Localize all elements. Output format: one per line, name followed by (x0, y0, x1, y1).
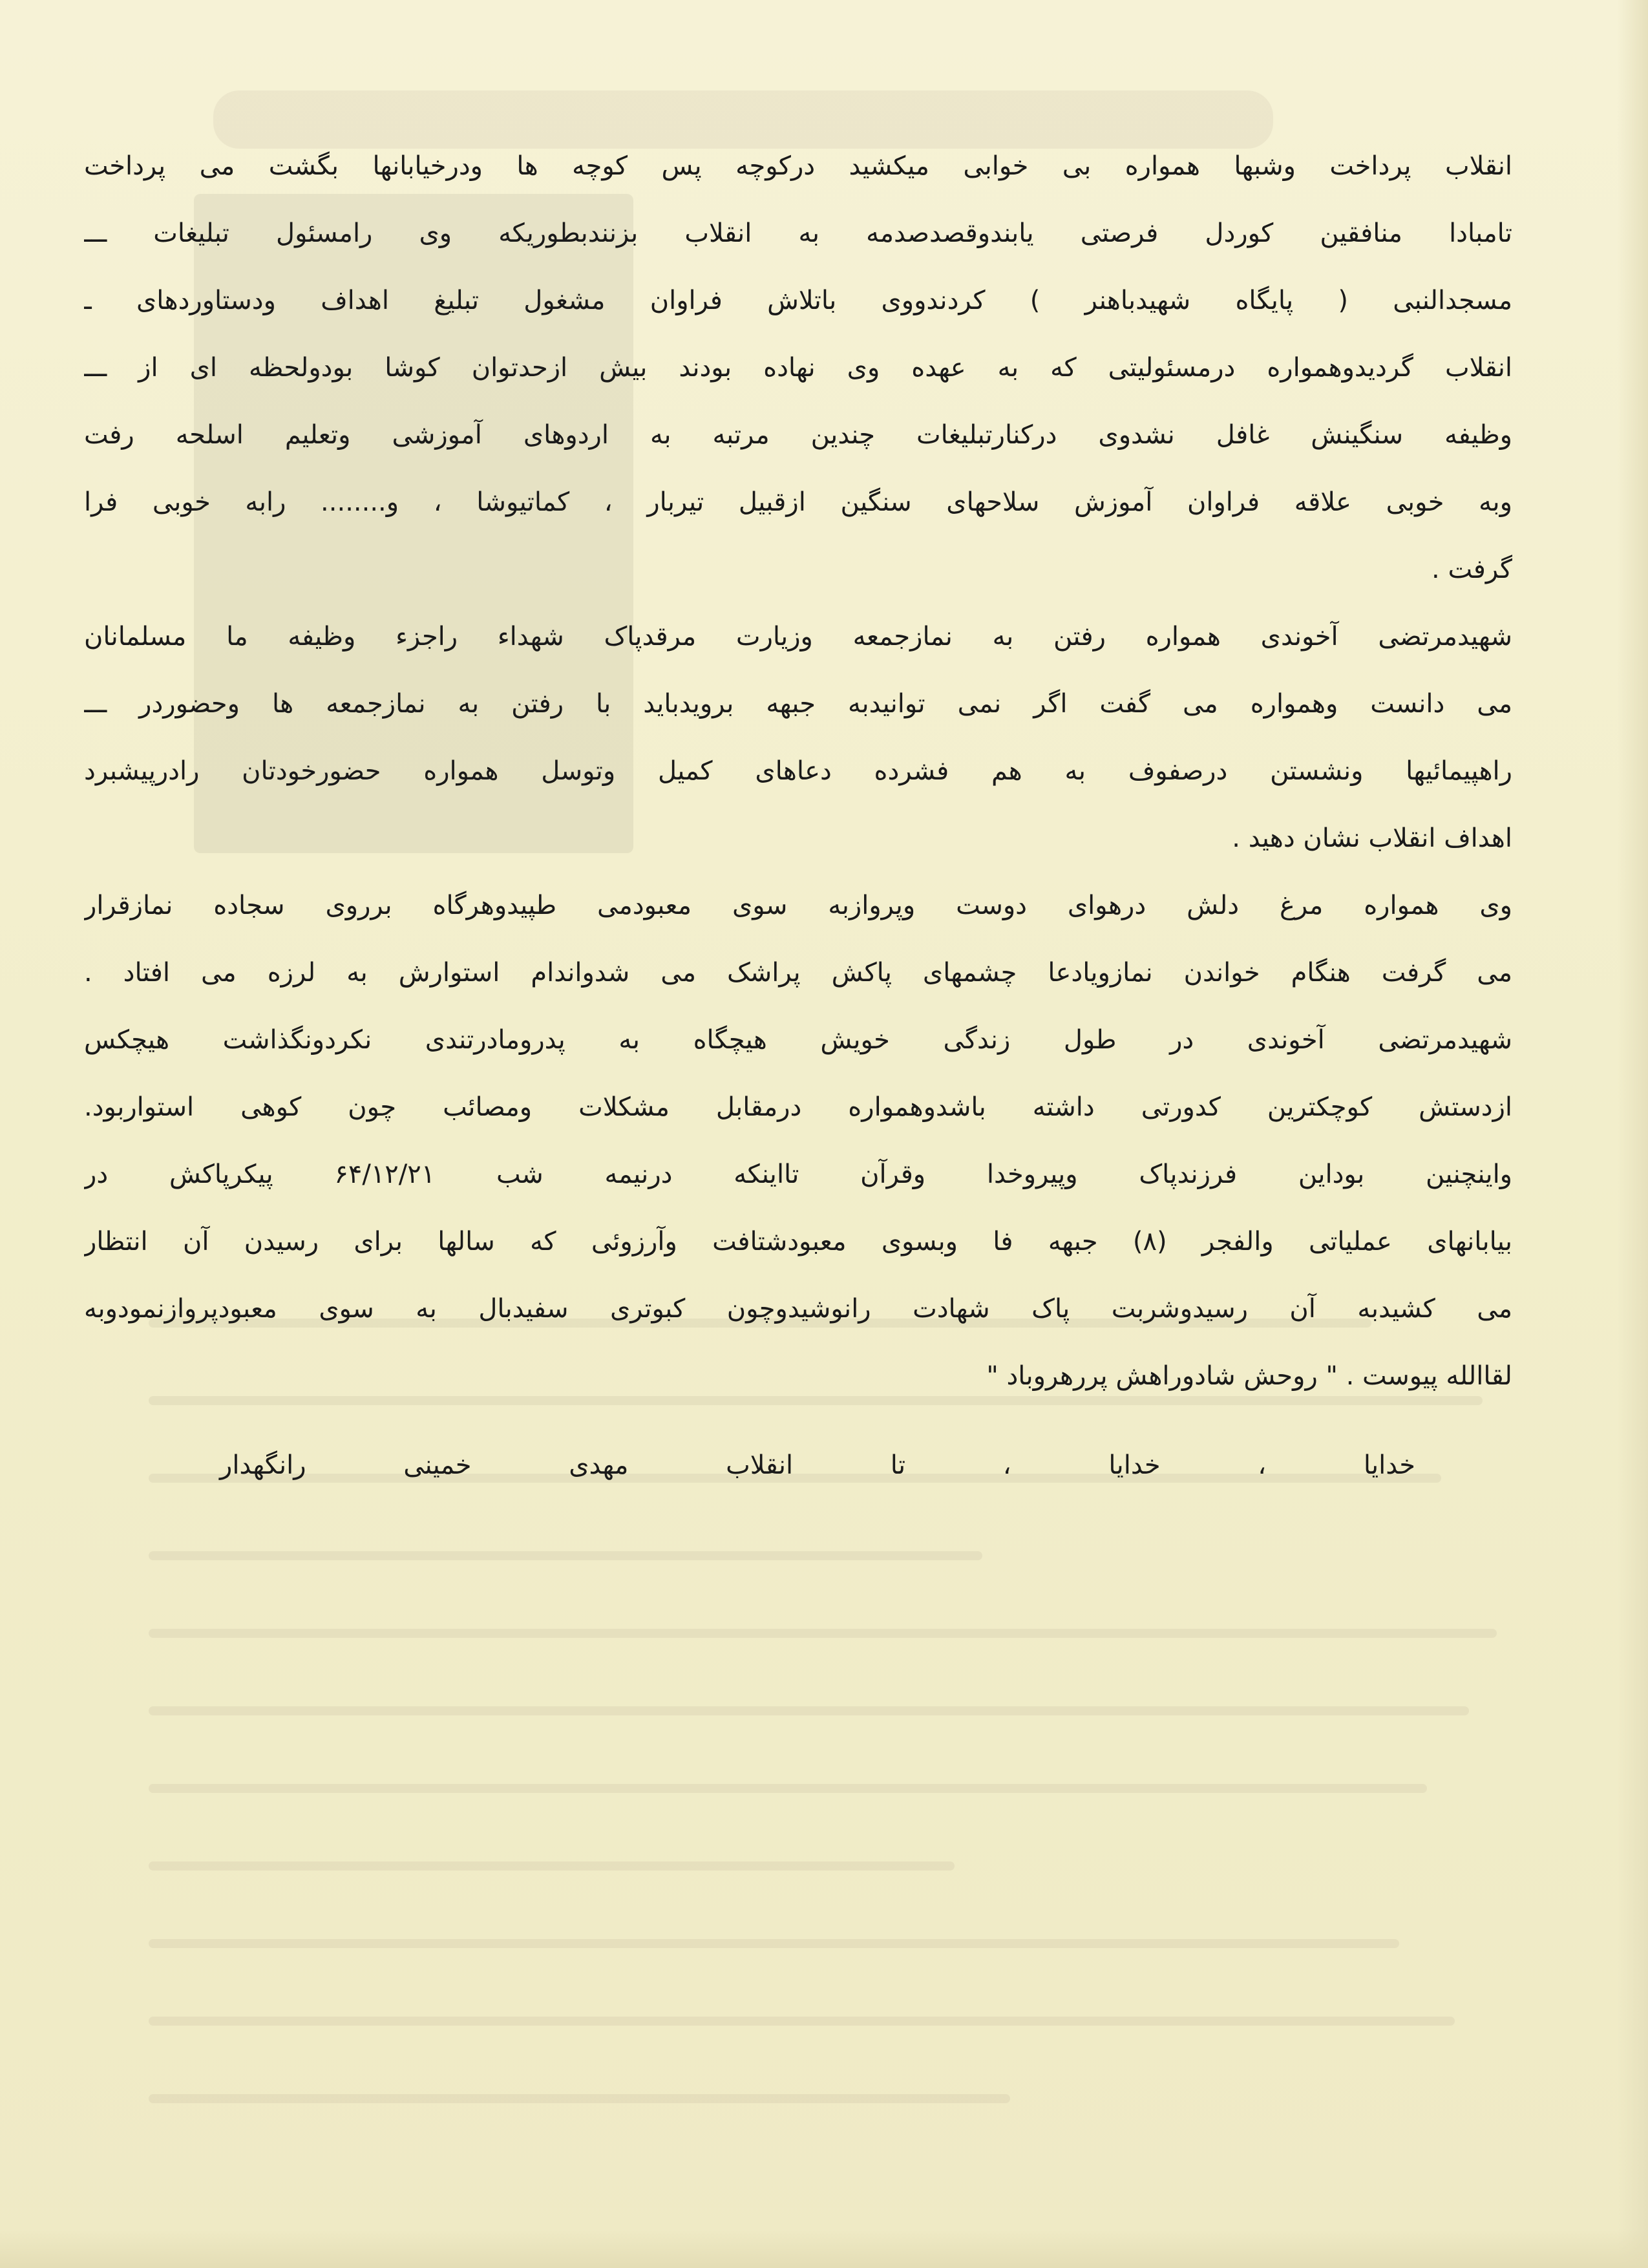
text-line: واینچنین بوداین فرزندپاک وپیروخدا وقرآن تااینکه درنیمه شب ۶۴/۱۲/۲۱ پیکرپاکش در (84, 1160, 1512, 1189)
paragraph-3 (84, 872, 1512, 1006)
text-line: انقلاب پرداخت وشبها همواره بی خوابی میکشید درکوچه پس کوچه ها ودرخیابانها بگشت می پرداخت (84, 151, 1512, 181)
text-line: وی همواره مرغ دلش درهوای دوست وپروازبه سوی معبودمی طپیدوهرگاه برروی سجاده نمازقرار (84, 891, 1512, 920)
text-line: وبه خوبی علاقه فراوان آموزش سلاحهای سنگین ازقبیل تیربار ، کماتیوشا ، و........ رابه خوبی فرا (84, 487, 1512, 517)
text-line: انقلاب گردیدوهمواره درمسئولیتی که به عهده وی نهاده بودند بیش ازحدتوان کوشا بودولحظه ای از ـــ (84, 353, 1512, 383)
letter-body (84, 132, 1512, 1410)
text-line: بیابانهای عملیاتی والفجر (۸) جبهه فا وبسوی معبودشتافت وآرزوئی که سالها برای رسیدن آن انتظار (84, 1227, 1512, 1256)
text-line: مسجدالنبی ( پایگاه شهیدباهنر ) کردندووی باتلاش فراوان مشغول تبلیغ اهداف ودستاوردهای ـ (84, 286, 1512, 315)
bleed-line (149, 1629, 1497, 1638)
text-line: گرفت . (1431, 555, 1512, 584)
text-line: اهداف انقلاب نشان دهید . (1232, 823, 1512, 853)
paragraph-2 (84, 603, 1512, 872)
text-line: می دانست وهمواره می گفت اگر نمی توانیدبه جبهه برویدباید با رفتن به نمازجمعه ها وحضوردر ـــ (84, 689, 1512, 719)
bleed-line (149, 2094, 1010, 2103)
bleed-line (149, 1784, 1427, 1793)
closing-prayer: خدایا ، خدایا ، تا انقلاب مهدی خمینی رانگهدار (220, 1450, 1415, 1480)
bleed-line (149, 1551, 982, 1560)
paragraph-5 (84, 1141, 1512, 1410)
text-line: لقاالله پیوست . " روحش شادوراهش پررهروباد " (986, 1361, 1512, 1391)
text-line: وظیفه سنگینش غافل نشدوی درکنارتبلیغات چندین مرتبه به اردوهای آموزشی وتعلیم اسلحه رفت (84, 420, 1512, 450)
text-line: شهیدمرتضی آخوندی در طول زندگی خویش هیچگاه به پدرومادرتندی نکردونگذاشت هیچکس (84, 1025, 1512, 1055)
paragraph-1 (84, 132, 1512, 603)
text-line: ازدستش کوچکترین کدورتی داشته باشدوهمواره درمقابل مشکلات ومصائب چون کوهی استواربود. (84, 1092, 1512, 1122)
bleed-line (149, 1706, 1469, 1715)
bleed-line (149, 2017, 1455, 2026)
text-line: می گرفت هنگام خواندن نمازویادعا چشمهای پاکش پراشک می شدواندام استوارش به لرزه می افتاد . (84, 958, 1512, 988)
paper-edge (1617, 0, 1648, 2268)
text-line: شهیدمرتضی آخوندی همواره رفتن به نمازجمعه وزیارت مرقدپاک شهداء راجزء وظیفه ما مسلمانان (84, 622, 1512, 652)
text-line: می کشیدبه آن رسیدوشربت پاک شهادت رانوشیدوچون کبوتری سفیدبال به سوی معبودپروازنمودوبه (84, 1294, 1512, 1324)
bleed-line (149, 1939, 1399, 1948)
text-line: تامبادا منافقین کوردل فرصتی یابندوقصدصدمه به انقلاب بزنندبطوریکه وی رامسئول تبلیغات ـــ (84, 218, 1512, 248)
text-line: راهپیمائیها ونشستن درصفوف به هم فشرده دعاهای کمیل وتوسل همواره حضورخودتان رادرپیشبرد (84, 756, 1512, 786)
bleed-line (149, 1861, 955, 1871)
paragraph-4 (84, 1006, 1512, 1141)
paper-edge (0, 2229, 1648, 2268)
